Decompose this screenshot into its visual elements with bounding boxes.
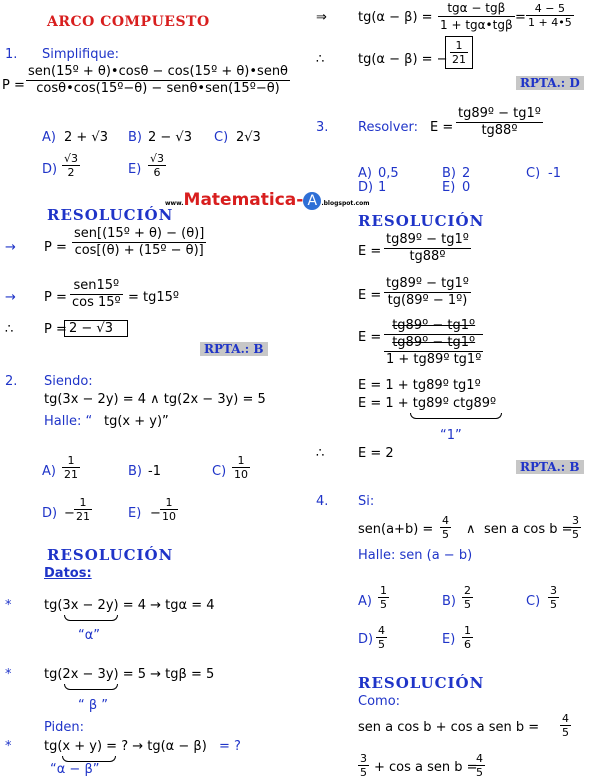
logo-suffix: .blogspot.com <box>321 200 370 207</box>
problem-3-number: 3. <box>316 120 329 135</box>
p4-option-d-num: 4 <box>378 624 385 637</box>
p2-option-e-label: E) <box>128 506 142 521</box>
p2-line1: tg(3x − 2y) = 4 → tgα = 4 <box>44 598 215 613</box>
p1-main-fraction <box>26 64 290 97</box>
p3-s3-den-top-wrap <box>384 335 483 352</box>
p4-option-b-label: B) <box>442 594 456 609</box>
p4-option-a-den: 5 <box>380 598 387 611</box>
p3-s1-num: tg89º − tg1º <box>386 232 469 247</box>
p2-right1-num2: 4 − 5 <box>526 2 574 16</box>
p4-option-a-label: A) <box>358 594 372 609</box>
p2-right1-fraction2 <box>526 2 574 29</box>
p3-brace-one <box>410 413 502 419</box>
p2-option-d-den: 21 <box>76 510 90 523</box>
p4-option-c-label: C) <box>526 594 541 609</box>
p1-resolucion-heading: RESOLUCIÓN <box>47 206 174 224</box>
p2-therefore: ∴ <box>316 52 325 67</box>
p4-given-b-num: 3 <box>572 514 579 527</box>
p2-option-d-fraction <box>74 496 92 523</box>
p2-given: tg(3x − 2y) = 4 ∧ tg(2x − 3y) = 5 <box>44 392 266 407</box>
p4-given-a: sen(a+b) = <box>358 522 434 537</box>
p3-option-c-label: C) <box>526 166 541 181</box>
p2-option-a-label: A) <box>42 464 56 479</box>
logo-name: Matematica- <box>183 190 304 210</box>
p1-option-a-value: 2 + √3 <box>64 130 108 145</box>
p4-given-a-num: 4 <box>442 514 449 527</box>
p3-s1-den: tg88º <box>409 249 446 264</box>
p4-option-c-num: 3 <box>550 584 557 597</box>
p3-s5: E = 1 + tg89º ctg89º <box>358 396 497 411</box>
p2-alphabeta-label: “α − β” <box>50 762 100 777</box>
p1-step1-den: cos[(θ) + (15º − θ)] <box>74 243 204 258</box>
p3-s3-fraction <box>384 318 483 368</box>
p2-option-c-label: C) <box>212 464 227 479</box>
p4-c2-rnum: 4 <box>476 752 483 765</box>
problem-3-prompt: Resolver: <box>358 120 418 135</box>
p3-option-a-value: 0,5 <box>378 166 399 181</box>
p2-right2-num: 1 <box>450 39 468 53</box>
p3-s2-fraction <box>384 276 471 309</box>
p3-option-d-value: 1 <box>378 180 387 195</box>
p4-c1-num: 4 <box>562 712 569 725</box>
p3-s2-den: tg(89º − 1º) <box>387 293 468 308</box>
p3-s3-den-top: tg89º − tg1º <box>392 335 476 350</box>
p2-right1-num: tgα − tgβ <box>438 0 515 17</box>
p2-option-d-num: 1 <box>74 496 92 510</box>
p4-given-a-den: 5 <box>442 528 449 541</box>
p1-result-box: 2 − √3 <box>64 320 128 337</box>
p4-c2-fraction-left <box>358 752 369 779</box>
p1-P-label: P = <box>2 78 25 93</box>
p4-option-a-fraction <box>378 584 389 611</box>
p1-numerator: sen(15º + θ)•cosθ − cos(15º + θ)•senθ <box>28 64 289 79</box>
p4-given-and: ∧ <box>466 522 476 537</box>
p3-question-den: tg88º <box>481 123 518 138</box>
p4-c2-rden: 5 <box>476 766 483 779</box>
p2-right1-den: 1 + tgα•tgβ <box>440 18 513 32</box>
p3-option-b-value: 2 <box>462 166 471 181</box>
p2-datos: Datos: <box>44 566 92 581</box>
p2-bullet-1: * <box>5 598 12 613</box>
p2-right1-den2: 1 + 4•5 <box>528 16 572 29</box>
p2-right2-den: 21 <box>452 53 466 66</box>
p2-brace-alpha <box>64 615 118 621</box>
p2-option-e-den: 10 <box>162 510 176 523</box>
logo-a-badge: A <box>303 192 321 210</box>
p1-arrow-2: → <box>5 290 16 305</box>
p2-option-c-num: 1 <box>232 454 250 468</box>
p2-option-e-fraction <box>160 496 178 523</box>
p4-como: Como: <box>358 694 401 709</box>
p1-step1-num: sen[(15º + θ) − (θ)] <box>74 226 205 241</box>
p1-option-e-den: 6 <box>148 165 166 179</box>
p2-option-a-fraction <box>62 454 80 481</box>
p4-option-c-fraction <box>548 584 559 611</box>
p2-option-b-value: -1 <box>148 464 161 479</box>
p3-final: E = 2 <box>358 446 394 461</box>
p4-c1-fraction <box>560 712 571 739</box>
p2-line2: tg(2x − 3y) = 5 → tgβ = 5 <box>44 667 215 682</box>
p1-step2-tail: = tg15º <box>128 290 180 305</box>
logo-prefix: www. <box>165 200 184 207</box>
problem-2-number: 2. <box>5 374 18 389</box>
p2-answer: RPTA.: D <box>516 76 584 90</box>
p1-option-c-value: 2√3 <box>236 130 261 145</box>
p3-one-label: “1” <box>440 428 462 443</box>
p3-option-d-label: D) <box>358 180 374 195</box>
p1-step2-fraction <box>70 278 123 311</box>
p2-option-d-label: D) <box>42 506 58 521</box>
p4-option-e-den: 6 <box>464 638 471 651</box>
p1-option-d-num: √3 <box>64 152 79 165</box>
p1-option-d-fraction <box>62 152 80 179</box>
p2-halle-expr: tg(x + y)” <box>104 414 169 429</box>
p2-alpha-label: “α” <box>78 628 101 643</box>
p4-given-b: sen a cos b = <box>484 522 573 537</box>
p3-therefore: ∴ <box>316 446 325 461</box>
p1-option-c-label: C) <box>214 130 229 145</box>
p4-option-a-num: 1 <box>380 584 387 597</box>
p1-step1-P: P = <box>44 240 67 255</box>
problem-4-prompt: Si: <box>358 494 375 509</box>
p1-option-b-value: 2 − √3 <box>148 130 192 145</box>
p1-option-a-label: A) <box>42 130 56 145</box>
p2-right1-equals: = <box>515 10 526 25</box>
p2-option-c-den: 10 <box>234 468 248 481</box>
p4-c2-fraction-right <box>474 752 485 779</box>
p1-option-e-fraction <box>148 152 166 179</box>
p3-answer: RPTA.: B <box>516 460 584 474</box>
p3-question-fraction <box>456 106 543 139</box>
p1-step2-den: cos 15º <box>72 295 121 310</box>
p4-option-e-fraction <box>462 624 473 651</box>
p4-c2-den: 5 <box>360 766 367 779</box>
p2-line3: tg(x + y) = ? → tg(α − β) <box>44 739 207 754</box>
p2-option-a-num: 1 <box>62 454 80 468</box>
p2-option-b-label: B) <box>128 464 142 479</box>
p4-given-b-den: 5 <box>572 528 579 541</box>
p2-option-c-fraction <box>232 454 250 481</box>
p2-bullet-2: * <box>5 667 12 682</box>
p2-right2-box <box>445 36 473 69</box>
p2-right2-lhs: tg(α − β) = − <box>358 52 448 67</box>
problem-4-number: 4. <box>316 494 329 509</box>
site-logo <box>165 190 369 210</box>
p4-option-c-den: 5 <box>550 598 557 611</box>
p4-c2-mid: + cos a sen b = <box>374 760 478 775</box>
p2-piden: Piden: <box>44 720 85 735</box>
p1-option-e-num: √3 <box>150 152 165 165</box>
p4-halle: Halle: sen (a − b) <box>358 548 473 563</box>
p1-arrow-1: → <box>5 240 16 255</box>
p2-beta-label: “ β ” <box>78 698 109 713</box>
p3-option-e-value: 0 <box>462 180 471 195</box>
p1-result-P: P = <box>44 322 67 337</box>
p1-step2-P: P = <box>44 290 67 305</box>
problem-1-number: 1. <box>5 47 18 62</box>
p2-resolucion-heading: RESOLUCIÓN <box>47 546 174 564</box>
p3-E-label: E = <box>430 120 454 135</box>
p2-option-e-num: 1 <box>160 496 178 510</box>
p1-option-e-label: E) <box>128 162 142 177</box>
p2-option-d-sign: − <box>64 506 75 521</box>
p3-s3-den-bottom: 1 + tg89º tg1º <box>386 352 482 367</box>
document-title: ARCO COMPUESTO <box>47 14 210 30</box>
problem-2-prompt: Siendo: <box>44 374 93 389</box>
p1-answer: RPTA.: B <box>200 342 268 356</box>
p3-resolucion-heading: RESOLUCIÓN <box>358 212 485 230</box>
p3-s2-num: tg89º − tg1º <box>386 276 469 291</box>
p4-option-d-label: D) <box>358 632 374 647</box>
p3-question-num: tg89º − tg1º <box>458 106 541 121</box>
p1-option-d-label: D) <box>42 162 58 177</box>
p4-given-b-fraction <box>570 514 581 541</box>
p2-bullet-3: * <box>5 739 12 754</box>
p2-brace-beta <box>64 684 118 690</box>
p1-option-d-den: 2 <box>62 165 80 179</box>
p1-denominator: cosθ•cos(15º−θ) − senθ•sen(15º−θ) <box>36 81 280 96</box>
p4-resolucion-heading: RESOLUCIÓN <box>358 674 485 692</box>
p4-option-e-label: E) <box>442 632 456 647</box>
p3-s3-E: E = <box>358 330 382 345</box>
p4-option-d-den: 5 <box>378 638 385 651</box>
p2-halle-label: Halle: “ <box>44 414 93 429</box>
p1-option-b-label: B) <box>128 130 142 145</box>
p1-step1-fraction <box>72 226 206 259</box>
p3-s4: E = 1 + tg89º tg1º <box>358 378 481 393</box>
p4-c1: sen a cos b + cos a sen b = <box>358 720 540 735</box>
p2-option-a-den: 21 <box>64 468 78 481</box>
p3-s1-E: E = <box>358 244 382 259</box>
p4-c2-num: 3 <box>360 752 367 765</box>
p3-s3-num: tg89º − tg1º <box>384 318 483 335</box>
p3-option-c-value: -1 <box>548 166 561 181</box>
p4-option-b-den: 5 <box>464 598 471 611</box>
p2-line3-tail: = ? <box>219 739 241 754</box>
p4-option-b-num: 2 <box>464 584 471 597</box>
p3-option-e-label: E) <box>442 180 456 195</box>
p3-option-b-label: B) <box>442 166 456 181</box>
p2-right1-lhs: tg(α − β) = <box>358 10 433 25</box>
p4-given-a-fraction <box>440 514 451 541</box>
p1-therefore: ∴ <box>5 322 14 337</box>
p2-implies: ⇒ <box>316 10 327 25</box>
p4-option-b-fraction <box>462 584 473 611</box>
p2-right1-fraction <box>438 0 515 33</box>
p3-s2-E: E = <box>358 288 382 303</box>
p4-option-e-num: 1 <box>464 624 471 637</box>
p4-c1-den: 5 <box>562 726 569 739</box>
p1-step2-num: sen15º <box>70 278 123 295</box>
p2-option-e-sign: − <box>150 506 161 521</box>
p3-s1-fraction <box>384 232 471 265</box>
p4-option-d-fraction <box>376 624 387 651</box>
p3-option-a-label: A) <box>358 166 372 181</box>
problem-1-prompt: Simplifique: <box>42 47 120 62</box>
